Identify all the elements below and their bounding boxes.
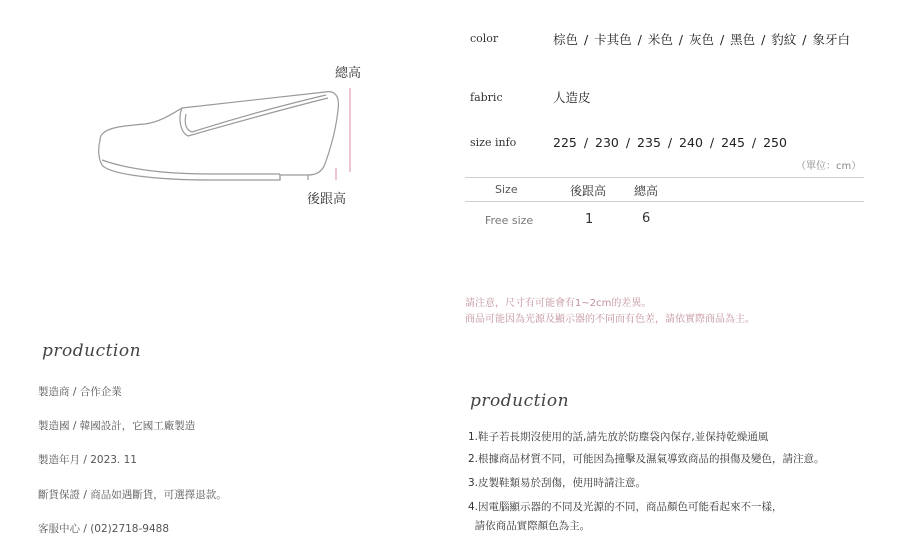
total-height-label: 總高 [335,66,362,81]
care-line-2: 2.根據商品材質不同，可能因為撞擊及濕氣導致商品的損傷及變色，請注意。 [468,453,825,465]
info-service: 客服中心 / (02)2718-9488 [38,523,169,535]
table-header-border [465,201,864,202]
care-line-3: 3.皮製鞋類易於刮傷，使用時請注意。 [468,477,647,489]
unit-note: （單位：cm） [796,161,862,172]
table-top-border [465,177,864,178]
table-cell-size: Free size [485,214,534,227]
care-line-5: 請依商品實際顏色為主。 [468,520,591,532]
care-line-1: 1.鞋子若長期沒使用的話,請先放於防塵袋內保存,並保持乾燥通風 [468,431,769,443]
production-heading-left: production [42,341,142,361]
shoe-outline [99,92,339,180]
spec-value-color: 棕色 / 卡其色 / 米色 / 灰色 / 黑色 / 豹紋 / 象牙白 [553,32,850,47]
info-country: 製造國 / 韓國設計，它國工廠製造 [38,420,196,432]
care-line-4: 4.因電腦顯示器的不同及光源的不同，商品顏色可能看起來不一樣， [468,501,783,513]
spec-key-fabric: fabric [470,91,503,104]
heel-height-label: 後跟高 [307,192,347,207]
table-header-total: 總高 [634,184,659,198]
shoe-diagram [90,80,370,190]
table-header-size: Size [495,183,518,196]
table-header-heel: 後跟高 [570,184,607,198]
spec-value-size-info: 225 / 230 / 235 / 240 / 245 / 250 [553,135,787,150]
production-heading-right: production [470,391,570,411]
table-cell-total: 6 [642,211,651,226]
info-guarantee: 斷貨保證 / 商品如遇斷貨，可選擇退款。 [38,489,227,501]
info-manufacturer: 製造商 / 合作企業 [38,386,122,398]
spec-key-color: color [470,32,499,45]
info-date: 製造年月 / 2023. 11 [38,454,137,466]
notice-line-2: 商品可能因為光源及顯示器的不同而有色差，請依實際商品為主。 [465,314,755,325]
spec-value-fabric: 人造皮 [553,90,591,105]
table-cell-heel: 1 [585,212,594,227]
spec-key-size-info: size info [470,136,517,149]
notice-line-1: 請注意，尺寸有可能會有1~2cm的差異。 [465,298,652,309]
